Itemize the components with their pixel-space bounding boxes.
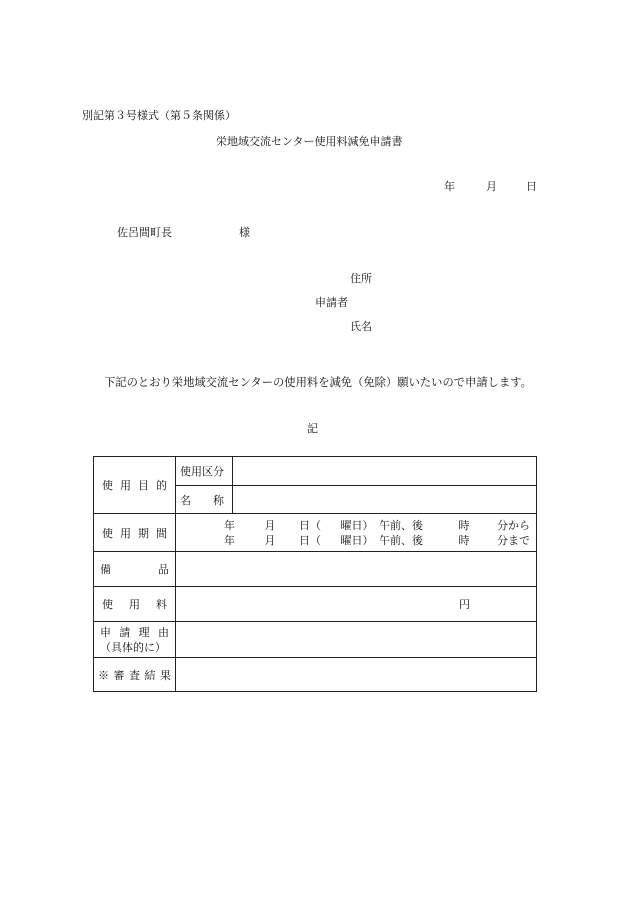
name-value[interactable]: [233, 486, 537, 514]
ki-heading: 記: [307, 422, 318, 435]
addressee: [117, 224, 250, 240]
period-label: 使 用 期 間: [94, 514, 176, 552]
equipment-label: 備 品: [94, 552, 176, 587]
applicant-label: 申請者: [315, 296, 348, 309]
period-line-to: 年 月 日（ 曜日） 午前、後 時 分まで: [224, 533, 530, 547]
category-label: 使用区分: [176, 457, 233, 486]
addressee-honorific: 様: [239, 226, 250, 239]
fee-value[interactable]: [176, 587, 537, 622]
date-line: [444, 178, 537, 194]
equipment-value[interactable]: [176, 552, 537, 587]
reason-label: 申 請 理 由 （具体的に）: [94, 622, 176, 658]
document-title: 栄地域交流センター使用料減免申請書: [216, 135, 403, 148]
period-value[interactable]: [176, 514, 537, 552]
addressee-name: 佐呂間町長: [117, 226, 172, 239]
form-number: 別記第３号様式（第５条関係）: [82, 109, 236, 122]
date-month: 月: [486, 180, 497, 193]
result-value[interactable]: [176, 658, 537, 692]
request-statement: 下記のとおり栄地域交流センターの使用料を減免（免除）願いたいので申請します。: [104, 376, 532, 389]
name-label: 名 称: [176, 486, 233, 514]
category-value[interactable]: [233, 457, 537, 486]
result-label: ※審査結果: [94, 658, 176, 692]
applicant-address-label: 住所: [350, 272, 372, 285]
reason-value[interactable]: [176, 622, 537, 658]
fee-unit: 円: [459, 598, 470, 611]
date-year: 年: [444, 180, 455, 193]
application-form-table: [93, 456, 537, 692]
purpose-label: 使 用 目 的: [94, 457, 176, 514]
period-line-from: 年 月 日（ 曜日） 午前、後 時 分から: [224, 518, 530, 532]
fee-label: 使 用 料: [94, 587, 176, 622]
date-day: 日: [526, 180, 537, 193]
applicant-name-label: 氏名: [350, 320, 372, 333]
